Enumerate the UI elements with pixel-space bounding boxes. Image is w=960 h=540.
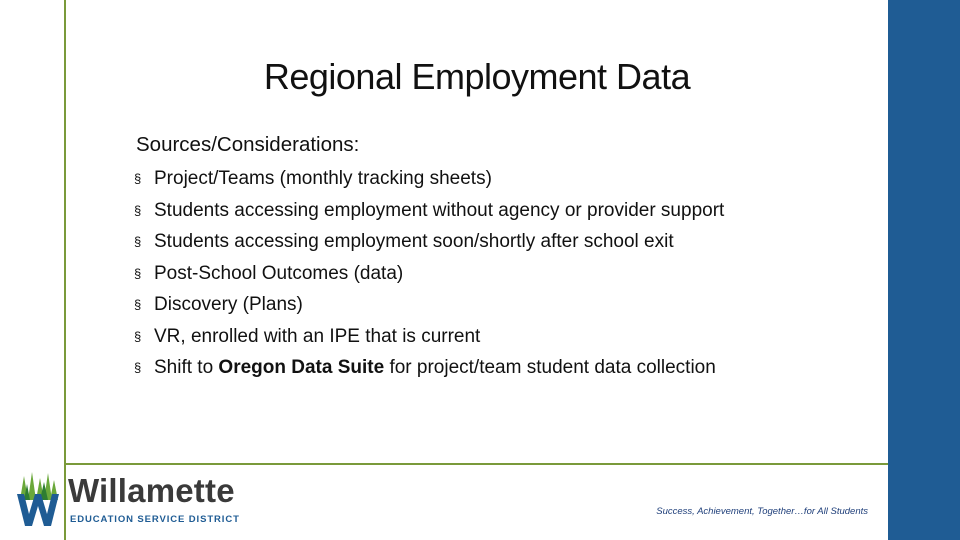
bullet-text: Students accessing employment soon/shortly after school exit — [154, 231, 674, 252]
bullet-text-after: for project/team student data collection — [384, 357, 716, 378]
logo-subtitle: EDUCATION SERVICE DISTRICT — [70, 514, 240, 525]
bullet-item — [134, 229, 724, 261]
bullet-marker-icon: § — [134, 360, 142, 375]
bullet-text: Students accessing employment without agency or provider support — [154, 199, 725, 221]
bullet-text: Post-School Outcomes (data) — [154, 262, 404, 284]
bullet-marker-icon: § — [134, 265, 142, 281]
bullet-text: Discovery (Plans) — [154, 294, 303, 315]
right-blue-sidebar — [888, 0, 960, 540]
bullet-text: Project/Teams (monthly tracking sheets) — [154, 168, 492, 189]
bullet-item — [134, 198, 724, 230]
bullet-item — [134, 355, 724, 387]
bullet-text — [154, 355, 716, 387]
slide-title: Regional Employment Data — [263, 56, 691, 97]
sources-subheading: Sources/Considerations: — [136, 133, 360, 156]
bullet-marker-icon: § — [134, 202, 142, 218]
bullet-text-before: Shift to — [154, 357, 219, 378]
bullet-text: VR, enrolled with an IPE that is current — [154, 325, 481, 347]
bullet-marker-icon: § — [134, 297, 142, 312]
willamette-trees-w-icon — [16, 470, 60, 528]
bullet-item — [134, 166, 724, 198]
bullet-marker-icon: § — [134, 234, 142, 249]
oregon-data-suite-bold: Oregon Data Suite — [218, 357, 385, 378]
willamette-esd-logo — [16, 470, 256, 530]
bullet-marker-icon: § — [134, 171, 142, 186]
bullet-item — [134, 324, 724, 356]
bullet-item — [134, 261, 724, 293]
logo-name: Willamette — [68, 472, 235, 509]
bullet-item — [134, 292, 724, 324]
footer-tagline: Success, Achievement, Together…for All Students — [656, 506, 868, 517]
bullet-marker-icon: § — [134, 328, 142, 344]
bullet-list — [134, 166, 724, 387]
horizontal-divider-line — [64, 463, 960, 465]
